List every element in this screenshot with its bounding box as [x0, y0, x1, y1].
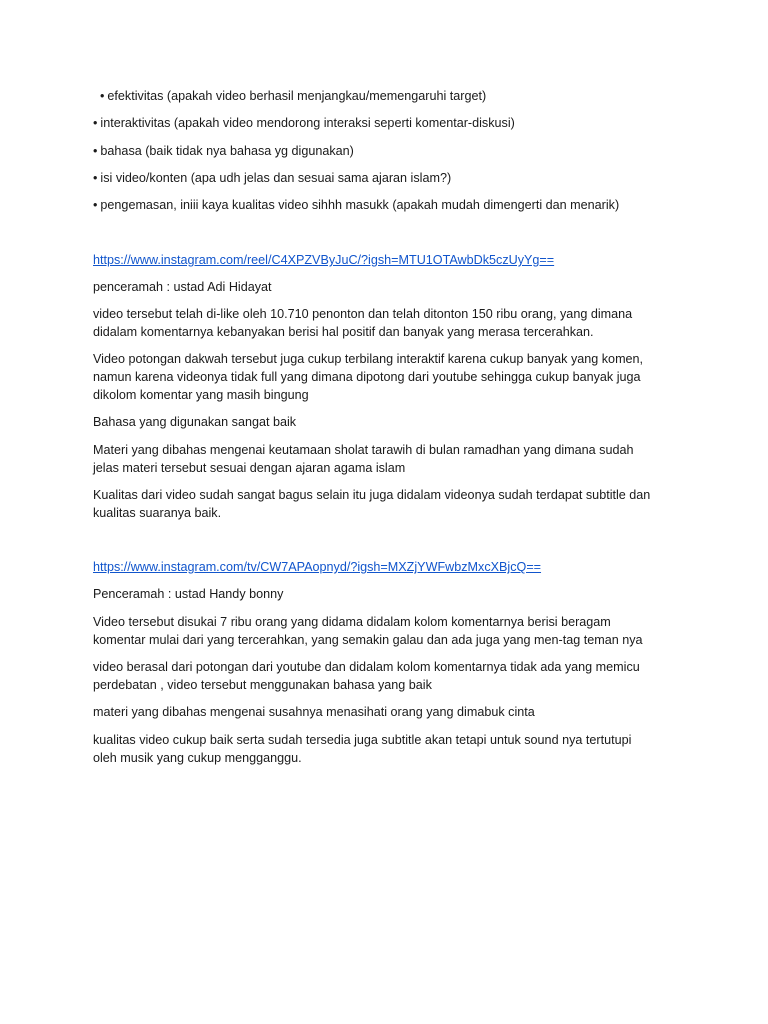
- paragraph-line: Bahasa yang digunakan sangat baik: [93, 415, 297, 429]
- paragraph-line: komentar mulai dari yang tercerahkan, yang semakin galau dan ada juga yang men-tag teman nya: [93, 633, 643, 647]
- paragraph-line: perdebatan , video tersebut menggunakan bahasa yang baik: [93, 678, 432, 692]
- criteria-text: isi video/konten (apa udh jelas dan sesuai sama ajaran islam?): [100, 171, 452, 185]
- criteria-text: efektivitas (apakah video berhasil menjangkau/memengaruhi target): [107, 89, 487, 103]
- bullet: •: [93, 171, 98, 185]
- bullet: •: [100, 89, 105, 103]
- paragraph-line: Video potongan dakwah tersebut juga cukup terbilang interaktif karena cukup banyak yang komen,: [93, 352, 644, 366]
- review1-paragraph-language: [93, 413, 683, 431]
- review1-paragraph-interactivity: [93, 350, 683, 404]
- paragraph-line: video tersebut telah di-like oleh 10.710 penonton dan telah ditonton 150 ribu orang, yang dimana: [93, 307, 633, 321]
- paragraph-line: materi yang dibahas mengenai susahnya menasihati orang yang dimabuk cinta: [93, 705, 535, 719]
- instagram-reel-link[interactable]: https://www.instagram.com/reel/C4XPZVByJuC/?igsh=MTU1OTAwbDk5czUyYg==: [93, 253, 555, 267]
- review1-paragraph-likes: [93, 305, 683, 341]
- review1-link-line: [93, 252, 554, 268]
- review2-speaker: Penceramah : ustad Handy bonny: [93, 587, 284, 601]
- paragraph-line: jelas materi tersebut sesuai dengan ajaran agama islam: [93, 461, 406, 475]
- review1-paragraph-quality: [93, 486, 683, 522]
- criteria-item-interactivity: [93, 115, 515, 131]
- review1-paragraph-content: [93, 441, 683, 477]
- paragraph-line: kualitas video cukup baik serta sudah tersedia juga subtitle akan tetapi untuk sound nya tertutupi: [93, 733, 632, 747]
- paragraph-line: namun karena videonya tidak full yang dimana dipotong dari youtube sehingga cukup banyak juga: [93, 370, 641, 384]
- criteria-text: bahasa (baik tidak nya bahasa yg digunakan): [100, 144, 354, 158]
- review2-paragraph-source: [93, 658, 683, 694]
- criteria-item-effectiveness: [100, 88, 486, 104]
- paragraph-line: didalam komentarnya kebanyakan berisi hal positif dan banyak yang merasa tercerahkan.: [93, 325, 594, 339]
- review1-speaker: penceramah : ustad Adi Hidayat: [93, 280, 272, 294]
- review2-paragraph-quality: [93, 731, 683, 767]
- paragraph-line: kualitas suaranya baik.: [93, 506, 222, 520]
- review2-paragraph-likes: [93, 613, 683, 649]
- paragraph-line: Kualitas dari video sudah sangat bagus selain itu juga didalam videonya sudah terdapat subtitle dan: [93, 488, 651, 502]
- paragraph-line: Materi yang dibahas mengenai keutamaan sholat tarawih di bulan ramadhan yang dimana sudah: [93, 443, 634, 457]
- paragraph-line: video berasal dari potongan dari youtube dan didalam kolom komentarnya tidak ada yang memicu: [93, 660, 640, 674]
- criteria-text: interaktivitas (apakah video mendorong interaksi seperti komentar-diskusi): [100, 116, 515, 130]
- criteria-item-language: [93, 143, 354, 159]
- review2-link-line: [93, 559, 541, 575]
- instagram-tv-link[interactable]: https://www.instagram.com/tv/CW7APAopnyd/?igsh=MXZjYWFwbzMxcXBjcQ==: [93, 560, 542, 574]
- criteria-text: pengemasan, iniii kaya kualitas video sihhh masukk (apakah mudah dimengerti dan menarik): [100, 198, 620, 212]
- paragraph-line: Video tersebut disukai 7 ribu orang yang didama didalam kolom komentarnya berisi beragam: [93, 615, 611, 629]
- bullet: •: [93, 198, 98, 212]
- paragraph-line: oleh musik yang cukup mengganggu.: [93, 751, 302, 765]
- criteria-item-content: [93, 170, 451, 186]
- paragraph-line: dikolom komentar yang masih bingung: [93, 388, 309, 402]
- review2-paragraph-content: [93, 703, 683, 721]
- criteria-item-packaging: [93, 197, 619, 213]
- bullet: •: [93, 116, 98, 130]
- bullet: •: [93, 144, 98, 158]
